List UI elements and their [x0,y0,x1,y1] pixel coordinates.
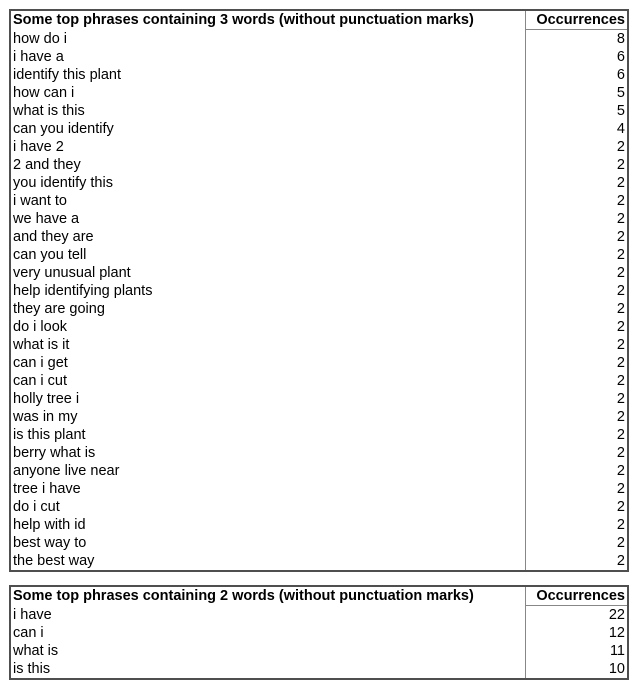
phrase-cell: you identify this [13,175,113,191]
phrase-cell: what is this [13,103,85,119]
table-row [10,660,628,679]
table-row [10,138,628,156]
table-row [10,534,628,552]
occurrences-cell: 2 [525,480,628,498]
table-row [10,606,628,625]
phrase-cell: i have a [13,49,64,65]
occurrences-cell: 2 [525,516,628,534]
table-row [10,462,628,480]
occurrences-cell: 2 [525,300,628,318]
phrases-3-words-column-header: Some top phrases containing 3 words (without punctuation marks) [13,12,474,29]
occurrences-cell: 2 [525,534,628,552]
table-row [10,444,628,462]
table-row [10,282,628,300]
phrase-cell: can i get [13,355,68,371]
table-row [10,30,628,49]
phrase-cell: i want to [13,193,67,209]
phrase-cell: 2 and they [13,157,81,173]
table-header-row [10,586,628,606]
table-row [10,516,628,534]
occurrences-cell: 2 [525,282,628,300]
phrase-cell: tree i have [13,481,81,497]
occurrences-cell: 2 [525,498,628,516]
occurrences-cell: 2 [525,408,628,426]
occurrences-cell: 2 [525,210,628,228]
table-row [10,624,628,642]
occurrences-cell: 2 [525,156,628,174]
phrase-cell: identify this plant [13,67,122,83]
table-row [10,426,628,444]
occurrences-cell: 2 [525,228,628,246]
phrase-cell: can you tell [13,247,87,263]
table-row [10,552,628,571]
occurrences-cell: 2 [525,444,628,462]
occurrences-cell: 6 [525,66,628,84]
table-row [10,246,628,264]
phrase-cell: very unusual plant [13,265,131,281]
occurrences-cell: 2 [525,372,628,390]
phrase-cell: can i [13,625,44,641]
occurrences-cell: 2 [525,354,628,372]
table-row [10,66,628,84]
phrase-cell: do i look [13,319,68,335]
occurrences-cell: 12 [525,624,628,642]
phrases-2-words-column-header: Some top phrases containing 2 words (without punctuation marks) [13,588,474,605]
table-row [10,210,628,228]
phrase-cell: they are going [13,301,105,317]
phrase-cell: best way to [13,535,87,551]
phrase-cell: how do i [13,30,68,47]
phrase-cell: the best way [13,553,95,569]
table-row [10,318,628,336]
occurrences-cell: 2 [525,336,628,354]
occurrences-cell: 10 [525,660,628,679]
table-row [10,156,628,174]
table-row [10,174,628,192]
occurrences-cell: 2 [525,264,628,282]
occurrences-cell: 5 [525,84,628,102]
phrase-cell: do i cut [13,499,60,515]
phrase-cell: i have 2 [13,139,64,155]
phrase-cell: anyone live near [13,463,120,479]
phrase-cell: what is [13,643,59,659]
occurrences-cell: 11 [525,642,628,660]
occurrences-cell: 2 [525,138,628,156]
table-row [10,264,628,282]
occurrences-cell: 2 [525,246,628,264]
table-row [10,390,628,408]
table-row [10,192,628,210]
phrase-cell: what is it [13,337,70,353]
table-row [10,354,628,372]
table-row [10,336,628,354]
occurrences-column-header: Occurrences [525,10,628,30]
table-row [10,642,628,660]
phrase-cell: we have a [13,211,80,227]
occurrences-cell: 2 [525,390,628,408]
occurrences-cell: 2 [525,192,628,210]
table-row [10,102,628,120]
phrase-cell: i have [13,606,52,623]
phrase-cell: is this [13,661,51,677]
table-row [10,300,628,318]
occurrences-cell: 5 [525,102,628,120]
occurrences-column-header: Occurrences [525,586,628,606]
top-phrases-3-words-table [9,9,629,572]
table-row [10,48,628,66]
table-row [10,372,628,390]
phrase-cell: help identifying plants [13,283,153,299]
occurrences-cell: 22 [525,606,628,625]
occurrences-cell: 2 [525,552,628,571]
top-phrases-2-words-table [9,585,629,680]
occurrences-cell: 2 [525,426,628,444]
occurrences-cell: 4 [525,120,628,138]
phrase-cell: was in my [13,409,78,425]
occurrences-cell: 2 [525,318,628,336]
table-row [10,84,628,102]
phrase-cell: berry what is [13,445,96,461]
table-row [10,480,628,498]
table-row [10,120,628,138]
phrase-cell: holly tree i [13,391,80,407]
phrase-cell: and they are [13,229,94,245]
table-row [10,408,628,426]
phrase-cell: how can i [13,85,75,101]
phrase-cell: help with id [13,517,86,533]
occurrences-cell: 2 [525,462,628,480]
phrase-cell: can you identify [13,121,114,137]
table-row [10,498,628,516]
occurrences-cell: 8 [525,30,628,49]
phrase-cell: can i cut [13,373,67,389]
table-header-row [10,10,628,30]
phrase-cell: is this plant [13,427,86,443]
table-row [10,228,628,246]
occurrences-cell: 6 [525,48,628,66]
occurrences-cell: 2 [525,174,628,192]
